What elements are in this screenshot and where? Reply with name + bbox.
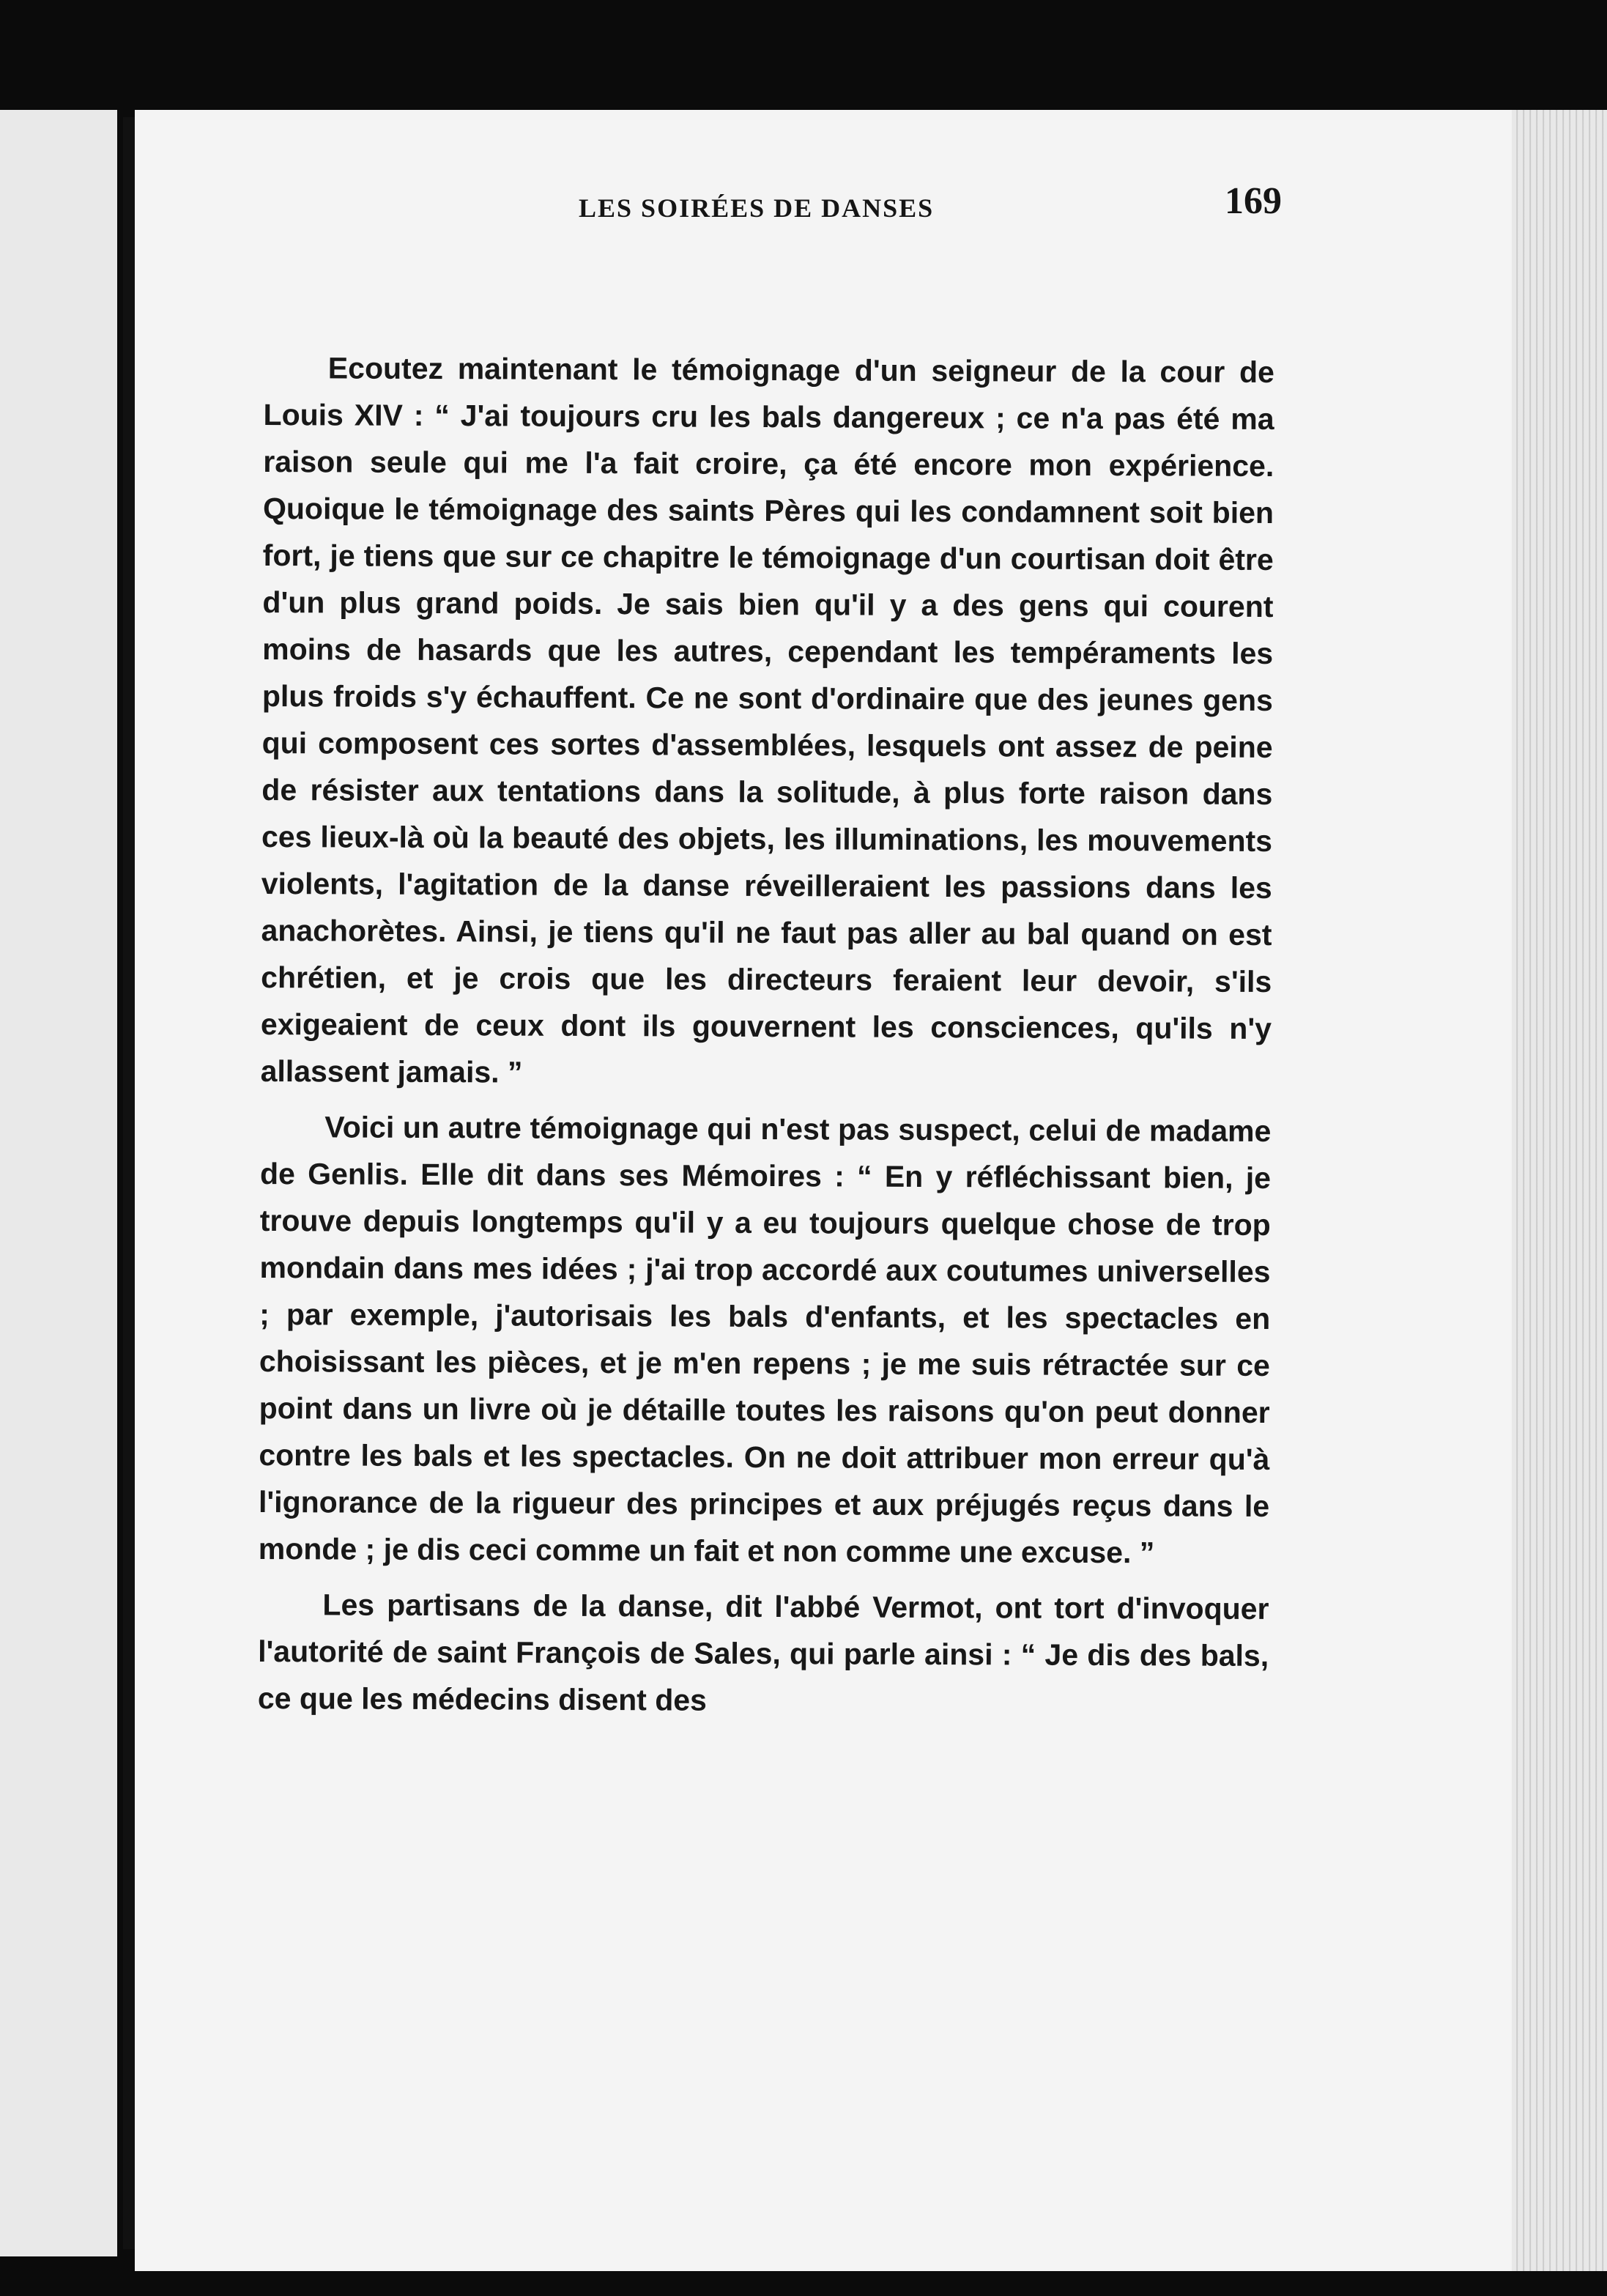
running-head: LES SOIRÉES DE DANSES: [579, 193, 935, 223]
page-number: 169: [1225, 180, 1282, 222]
previous-page-edge: [0, 110, 117, 2256]
paragraph: Les partisans de la danse, dit l'abbé Vermot, ont tort d'invoquer l'autorité de saint François de Sales, qui parle ainsi : “ Je dis des bals, ce que les médecins disent des: [257, 1588, 1269, 1717]
paragraph: Ecoutez maintenant le témoignage d'un seigneur de la cour de Louis XIV : “ J'ai toujours cru les bals dangereux ; ce n'a pas été ma raison seule qui me l'a fait croire, ça été encore mon expérience. Quoique le témoignage des saints Pères qui les condamnent soit bien fort, je tiens que sur ce chapitre le témoignage d'un courtisan doit être d'un plus grand poids. Je sais bien qu'il y a des gens qui courent moins de hasards que les autres, cependant les tempéraments les plus froids s'y échauffent. Ce ne sont d'ordinaire que des jeunes gens qui composent ces sortes d'assemblées, lesquels ont assez de peine de résister aux tentations dans la solitude, à plus forte raison dans ces lieux-là où la beauté des objets, les illuminations, les mouvements violents, l'agitation de la danse réveilleraient les passions dans les anachorètes. Ainsi, je tiens qu'il ne faut pas aller au bal quand on est chrétien, et je crois que les directeurs feraient leur devoir, s'ils exigeaient de ceux dont ils gouvernent les consciences, qu'ils n'y allassent jamais. ”: [260, 351, 1274, 1089]
body-text: [258, 344, 1274, 1726]
paragraph: Voici un autre témoignage qui n'est pas suspect, celui de madame de Genlis. Elle dit dans ses Mémoires : “ En y réfléchissant bien, je trouve depuis longtemps qu'il y a eu toujours quelque chose de trop mondain dans mes idées ; j'ai trop accordé aux coutumes universelles ; par exemple, j'autorisais les bals d'enfants, et les spectacles en choisissant les pièces, et je m'en repens ; je me suis rétractée sur ce point dans un livre où je détaille toutes les raisons qu'on peut donner contre les bals et les spectacles. On ne doit attribuer mon erreur qu'à l'ignorance de la rigueur des principes et aux préjugés reçus dans le monde ; je dis ceci comme un fait et non comme une excuse. ”: [258, 1110, 1272, 1570]
page-gutter-shadow: [123, 117, 135, 2249]
stacked-page-edges: [1512, 110, 1607, 2271]
page-header: [388, 172, 1282, 238]
